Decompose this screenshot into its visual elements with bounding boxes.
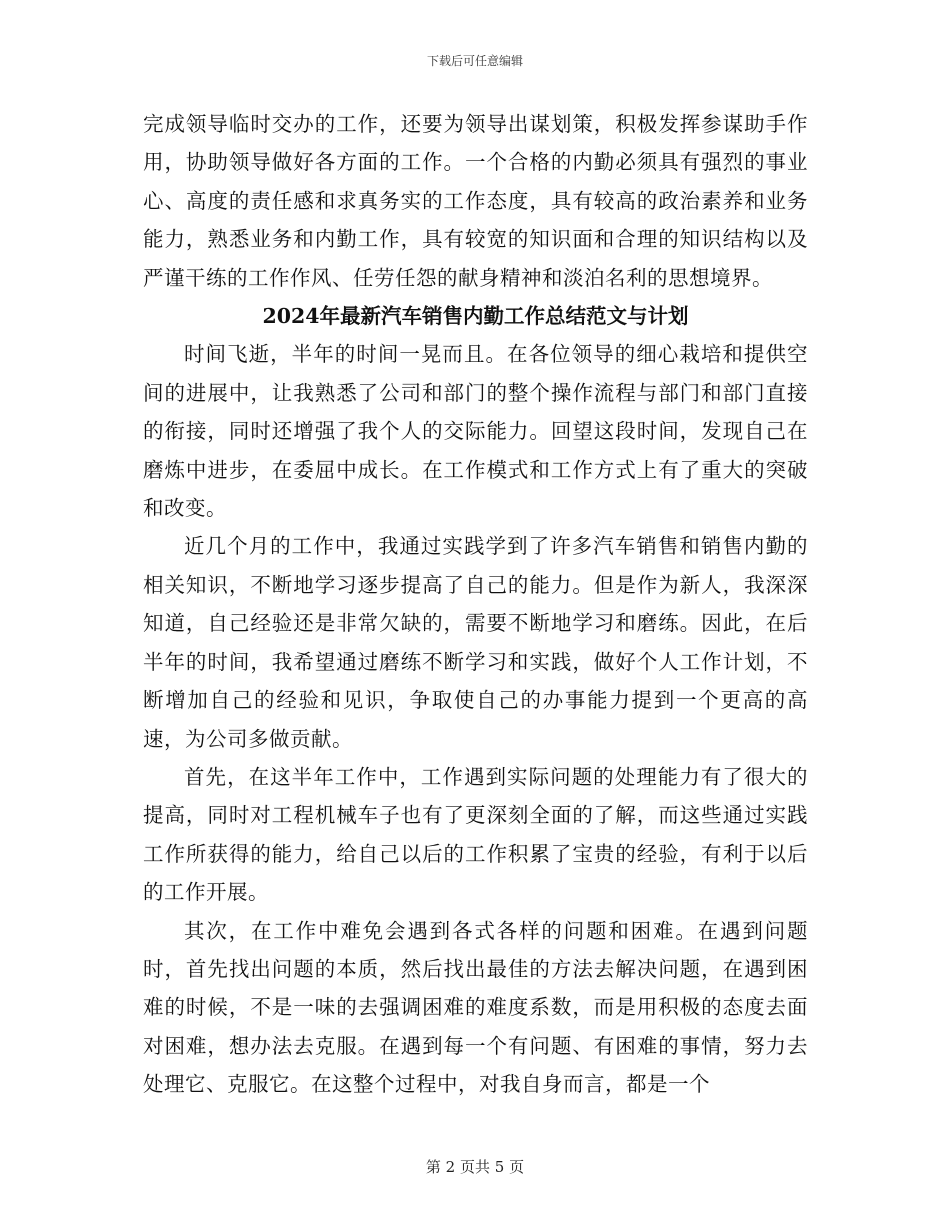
paragraph-first: 首先，在这半年工作中，工作遇到实际问题的处理能力有了很大的提高，同时对工程机械车子也有了更深刻全面的了解，而这些通过实践工作所获得的能力，给自己以后的工作积累了宝贵的经验，有利于以后的工作开展。 [143, 764, 808, 905]
document-body [143, 105, 808, 1104]
page-number-footer: 第 2 页共 5 页 [425, 1158, 525, 1176]
paragraph-intro: 时间飞逝，半年的时间一晃而且。在各位领导的细心栽培和提供空间的进展中，让我熟悉了公司和部门的整个操作流程与部门和部门直接的衔接，同时还增强了我个人的交际能力。回望这段时间，发现自己在磨炼中进步，在委屈中成长。在工作模式和工作方式上有了重大的突破和改变。 [143, 342, 808, 521]
document-title: 2024年最新汽车销售内勤工作总结范文与计划 [262, 304, 689, 329]
paragraph-continued: 完成领导临时交办的工作，还要为领导出谋划策，积极发挥参谋助手作用，协助领导做好各方面的工作。一个合格的内勤必须具有强烈的事业心、高度的责任感和求真务实的工作态度，具有较高的政治素养和业务能力，熟悉业务和内勤工作，具有较宽的知识面和合理的知识结构以及严谨干练的工作作风、任劳任怨的献身精神和淡泊名利的思想境界。 [143, 112, 808, 290]
paragraph-learning: 近几个月的工作中，我通过实践学到了许多汽车销售和销售内勤的相关知识，不断地学习逐步提高了自己的能力。但是作为新人，我深深知道，自己经验还是非常欠缺的，需要不断地学习和磨练。因此，在后半年的时间，我希望通过磨练不断学习和实践，做好个人工作计划，不断增加自己的经验和见识，争取使自己的办事能力提到一个更高的高速，为公司多做贡献。 [143, 534, 808, 751]
page-header-note: 下载后可任意编辑 [426, 54, 523, 68]
paragraph-second: 其次，在工作中难免会遇到各式各样的问题和困难。在遇到问题时，首先找出问题的本质，然后找出最佳的方法去解决问题，在遇到困难的时候，不是一味的去强调困难的难度系数，而是用积极的态度去面对困难，想办法去克服。在遇到每一个有问题、有困难的事情，努力去处理它、克服它。在这整个过程中，对我自身而言，都是一个 [143, 918, 808, 1097]
